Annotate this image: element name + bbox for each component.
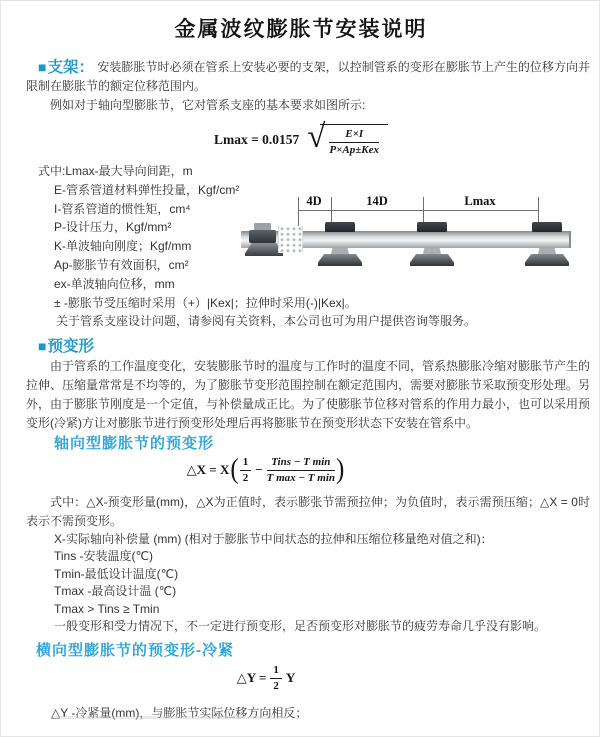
half-denominator: 2 (242, 471, 249, 484)
guide-neck (538, 248, 556, 254)
guide-clamp (417, 222, 447, 232)
support-example-line: 例如对于轴向型膨胀节，它对管系支座的基本要求如图所示: (50, 98, 366, 112)
guide-neck (423, 248, 441, 254)
definition-line: P-设计压力，Kgf/mm² (54, 220, 172, 235)
pipe-support-diagram (241, 193, 597, 278)
lmax-formula-denominator: P×Ap±Kex (329, 143, 380, 156)
axial-formula (1, 453, 531, 487)
axial-subheading: 轴向型膨胀节的预变形 (54, 435, 215, 452)
definition-line: ± -膨胀节受压缩时采用（+）|Kex|；拉伸时采用(-)|Kex|。 (54, 295, 357, 310)
definition-line: ex-单波轴向位移，mm (54, 276, 175, 291)
support-section-heading (38, 59, 94, 76)
definition-line: Tmin-最低设计温度(℃) (54, 566, 179, 581)
open-paren: ( (230, 453, 239, 485)
radical-sign-icon: √ (307, 118, 326, 155)
lateral-formula-lhs: △Y = (236, 670, 267, 685)
definition-line: I-管系管道的惯性矩，cm⁴ (54, 201, 191, 216)
support-heading-label: 支架： (47, 59, 95, 76)
fixed-anchor (249, 230, 276, 243)
guide-pedestal (318, 254, 362, 266)
definition-line: E-管系管道材料弹性投量，Kgf/cm² (54, 182, 240, 197)
lateral-formula-rhs: Y (285, 670, 296, 685)
clipped-text-line (56, 716, 284, 719)
guide-pedestal (410, 254, 454, 266)
definition-line: Tins -安装温度(℃) (54, 549, 154, 564)
support-paragraph (26, 58, 590, 96)
support-paragraph-text: 安装膨胀节时必须在管系上安装必要的支架，以控制管系的变形在膨胀节上产生的位移方向并限制在膨胀节的额定位移范围内。 (26, 60, 590, 93)
dimension-label-4d: 4D (306, 194, 322, 208)
definition-line: K-单波轴向刚度；Kgf/mm (54, 239, 192, 254)
lmax-formula-lhs: Lmax = 0.0157 (213, 132, 300, 147)
blue-square-icon: ■ (38, 338, 47, 354)
lateral-formula (1, 664, 531, 692)
definition-line: 式中:Lmax-最大导向间距，m (38, 164, 193, 178)
definition-line: X-实际轴向补偿量 (mm) (相对于膨胀节中间状态的拉伸和压缩位移量绝对值之和)： (54, 532, 493, 546)
sqrt-radical (307, 118, 388, 156)
definition-line: 关于管系支座设计问题，请参阅有关资料，本公司也可为用户提供咨询等服务。 (56, 314, 477, 329)
lateral-subheading: 横向型膨胀节的预变形-冷紧 (36, 642, 234, 659)
lmax-formula-numerator: E×I (329, 128, 379, 143)
dimension-label-lmax: Lmax (464, 194, 496, 208)
axial-formula-numerator: Tins − T min (267, 456, 335, 471)
definition-line: 一般变形和受力情况下，不一定进行预变形，足否预变形对膨胀节的疲劳寿命几乎没有影响。 (54, 619, 547, 634)
guide-pedestal (525, 254, 569, 266)
definition-line: Tmax > Tins ≥ Tmin (54, 601, 160, 616)
axial-explain: 式中：△X-预变形量(mm)，△X为正值时，表示膨张节需预拉伸；为负值时，表示需预压缩；△X = 0时表示不需预变形。 (26, 495, 590, 528)
predeform-heading-label: 预变形 (47, 338, 94, 355)
dimension-label-14d: 14D (366, 194, 388, 208)
half-numerator: 1 (270, 664, 282, 679)
predeform-paragraph: 由于管系的工作温度变化，安装膨胀节时的温度与工作时的温度不同，管系热膨胀冷缩对膨胀节产生的拉伸、压缩量常常是不均等的，为了膨胀节变形范围控制在额定范围内，需要对膨胀节采取预变形处理。另外，由于膨胀节刚度是一个定值，与补偿量成正比。为了使膨胀节位移对管系的作用力最小，也可以采用预变形(冷紧)方让对膨胀节进行预变形处理后再将膨胀节在预变形状态下安装在管系中。 (26, 359, 591, 430)
guide-neck (331, 248, 349, 254)
predeform-section-heading (38, 334, 94, 356)
close-paren: ) (336, 453, 345, 485)
lmax-formula (1, 118, 600, 158)
guide-clamp (325, 222, 355, 232)
half-numerator: 1 (240, 456, 252, 471)
page-title: 金属波纹膨胀节安装说明 (174, 18, 428, 41)
bellows-section (278, 226, 303, 253)
half-denominator: 2 (273, 679, 279, 692)
pipe-end-cap (569, 231, 571, 248)
dimension-line (298, 210, 538, 211)
lateral-explain: △Y -冷紧量(mm)，与膨胀节实际位移方向相反； (51, 706, 308, 720)
definition-line: Tmax -最高设计温 (℃) (54, 584, 177, 599)
minus-sign: − (255, 462, 263, 477)
axial-formula-denominator: T max − T min (266, 471, 335, 484)
axial-definition-list (54, 531, 546, 635)
axial-formula-lhs: △X = X (186, 462, 230, 477)
definition-line: Ap-膨胀节有效面积，cm² (54, 257, 189, 272)
blue-square-icon: ■ (38, 59, 47, 75)
guide-clamp (532, 222, 562, 232)
